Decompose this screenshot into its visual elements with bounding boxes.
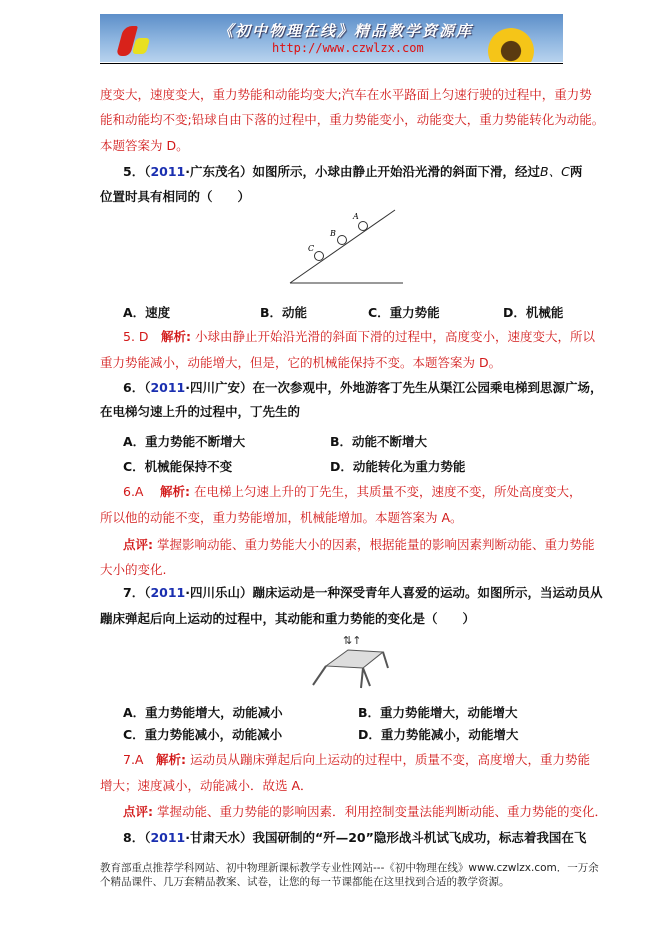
- q6-comment-text: 掌握影响动能、重力势能大小的因素，根据能量的影响因素判断动能、重力势能: [156, 537, 595, 552]
- analysis-label: 解析:: [161, 329, 192, 344]
- prev-answer-line: 能和动能均不变;铅球自由下落的过程中，重力势能变小，动能变大，重力势能转化为动能。: [100, 112, 605, 127]
- comment-label: 点评:: [123, 804, 153, 819]
- incline-figure: [285, 205, 405, 290]
- comment-label: 点评:: [123, 537, 153, 552]
- q5-year: 2011: [150, 164, 186, 179]
- q6-stem: [100, 380, 603, 396]
- q5-analysis-text: 小球由静止开始沿光滑的斜面下滑的过程中，高度变小，速度变大，所以: [195, 329, 596, 344]
- label-c: C: [308, 244, 315, 253]
- q7-option-a: A．重力势能增大，动能减小: [123, 705, 283, 720]
- q7-answer: [100, 752, 590, 768]
- label-a: A: [353, 212, 359, 221]
- q7-number: 7．（: [123, 585, 151, 600]
- q7-option-c: C．重力势能减小，动能减小: [123, 727, 283, 742]
- banner-title: 《初中物理在线》精品教学资源库: [218, 22, 474, 40]
- q7-option-b: B．重力势能增大，动能增大: [358, 705, 518, 720]
- q7-stem: [100, 585, 603, 601]
- logo-icon-accent: [132, 38, 150, 54]
- ball-b: [338, 236, 347, 245]
- label-b: B: [330, 229, 336, 238]
- q5-option-d: D．机械能: [503, 305, 564, 320]
- q5-text: ·广东茂名）如图所示，小球由静止开始沿光滑的斜面下滑，经过: [185, 164, 540, 179]
- q6-answer-key: 6.A: [123, 484, 144, 499]
- q5-option-c: C．重力势能: [368, 305, 440, 320]
- trampoline-figure: [308, 628, 393, 690]
- q6-option-d: D．动能转化为重力势能: [330, 459, 466, 474]
- arrow-up-icon: ⇅↑: [343, 634, 362, 647]
- q6-option-a: A．重力势能不断增大: [123, 434, 246, 449]
- q6-option-c: C．机械能保持不变: [123, 459, 233, 474]
- q8-text: ·甘肃天水）我国研制的“歼—20”隐形战斗机试飞成功，标志着我国在飞: [185, 830, 587, 845]
- q7-comment-text: 掌握动能、重力势能的影响因素．利用控制变量法能判断动能、重力势能的变化．: [156, 804, 607, 819]
- q6-text: ·四川广安）在一次参观中，外地游客丁先生从渠江公园乘电梯到思源广场，: [185, 380, 603, 395]
- ball-a: [359, 222, 368, 231]
- ball-c: [315, 252, 324, 261]
- q5-points: B、C: [540, 164, 570, 179]
- banner-url[interactable]: http://www.czwlzx.com: [272, 41, 424, 55]
- q7-option-d: D．重力势能减小，动能增大: [358, 727, 519, 742]
- q7-answer-key: 7.A: [123, 752, 144, 767]
- prev-answer-line: 度变大，速度变大，重力势能和动能均变大;汽车在水平路面上匀速行驶的过程中，重力势: [100, 87, 592, 102]
- q5-analysis-line2: 重力势能减小，动能增大，但是，它的机械能保持不变。本题答案为 D。: [100, 355, 502, 370]
- q7-analysis-text: 运动员从蹦床弹起后向上运动的过程中，质量不变，高度增大，重力势能: [189, 752, 590, 767]
- sunflower-icon: [488, 28, 534, 62]
- analysis-label: 解析:: [159, 484, 190, 499]
- q6-option-b: B．动能不断增大: [330, 434, 428, 449]
- analysis-label: 解析:: [156, 752, 186, 767]
- q5-option-b: B．动能: [260, 305, 308, 320]
- q7-stem-line2: 蹦床弹起后向上运动的过程中，其动能和重力势能的变化是（ ）: [100, 611, 476, 626]
- q7-text: ·四川乐山）蹦床运动是一种深受青年人喜爱的运动。如图所示，当运动员从: [185, 585, 603, 600]
- header-banner: [100, 14, 563, 62]
- q7-year: 2011: [150, 585, 186, 600]
- q5-answer-key: 5. D: [123, 329, 149, 344]
- q5-tail: 两: [569, 164, 583, 179]
- header-rule: [100, 63, 563, 64]
- footer-line: 个精品课件、几万套精品教案、试卷，让您的每一节课都能在这里找到合适的教学资源。: [100, 876, 510, 888]
- q8-year: 2011: [150, 830, 186, 845]
- q6-analysis-line2: 所以他的动能不变，重力势能增加，机械能增加。本题答案为 A。: [100, 510, 463, 525]
- q6-number: 6．（: [123, 380, 151, 395]
- q5-option-a: A．速度: [123, 305, 171, 320]
- prev-answer-line: 本题答案为 D。: [100, 138, 189, 153]
- q6-comment: [100, 537, 595, 553]
- q6-answer: [100, 484, 582, 500]
- q7-comment: [100, 804, 607, 820]
- q8-stem: [100, 830, 587, 846]
- q8-number: 8．（: [123, 830, 151, 845]
- q6-stem-line2: 在电梯匀速上升的过程中，丁先生的: [100, 404, 301, 419]
- q5-number: 5．（: [123, 164, 151, 179]
- q6-year: 2011: [150, 380, 186, 395]
- q6-analysis-text: 在电梯上匀速上升的丁先生，其质量不变，速度不变，所处高度变大，: [193, 484, 582, 499]
- footer-line: 教育部重点推荐学科网站、初中物理新课标教学专业性网站---《初中物理在线》www.czwlzx.com．一万余: [100, 862, 599, 874]
- q6-comment-line2: 大小的变化.: [100, 562, 167, 577]
- q7-analysis-line2: 增大；速度减小，动能减小．故选 A．: [100, 778, 313, 793]
- q5-stem: [100, 164, 583, 180]
- q5-answer: [100, 329, 596, 345]
- q5-stem-line2: 位置时具有相同的（ ）: [100, 189, 251, 204]
